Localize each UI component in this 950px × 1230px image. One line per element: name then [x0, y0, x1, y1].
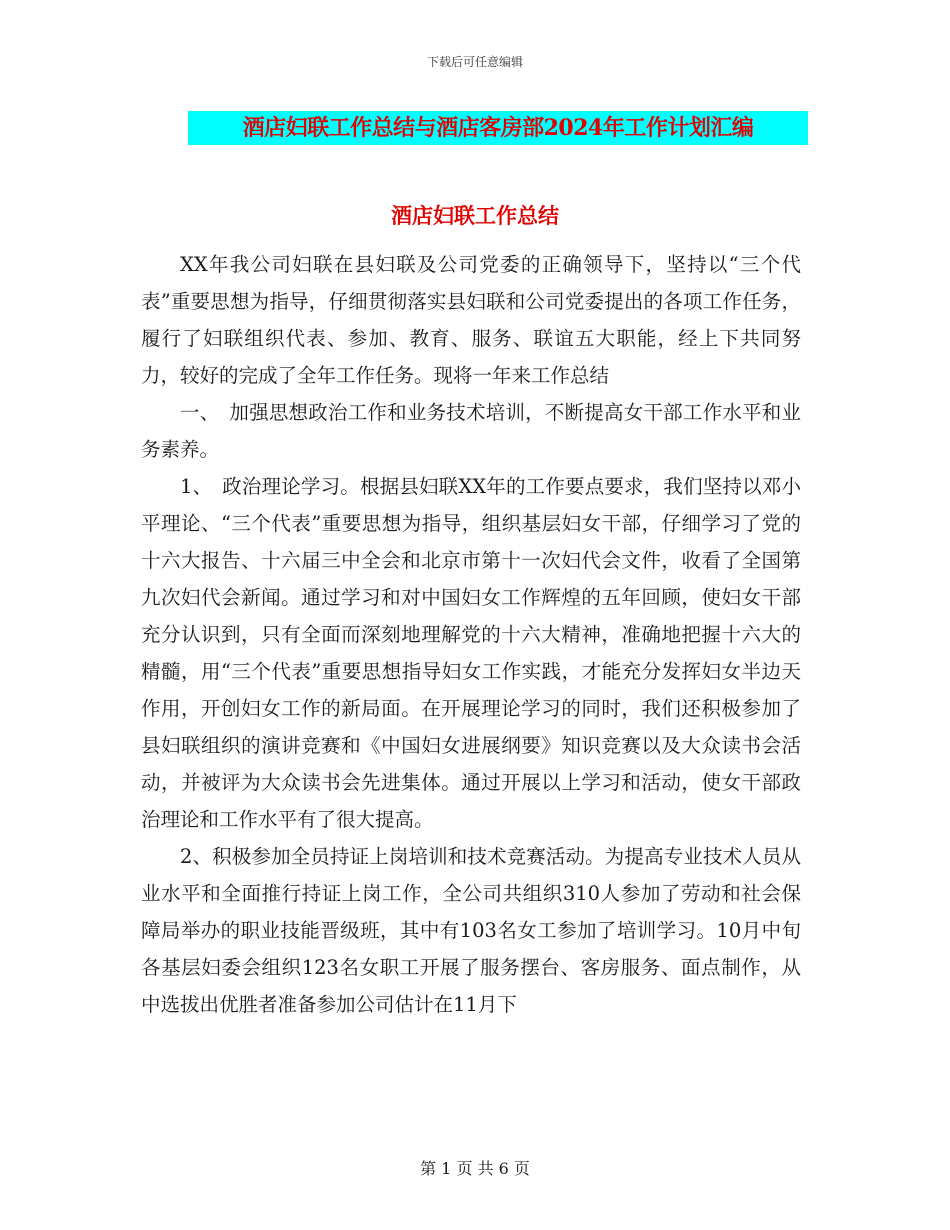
paragraph-item-two: 2、积极参加全员持证上岗培训和技术竞赛活动。为提高专业技术人员从业水平和全面推行持证上岗工作，全公司共组织310人参加了劳动和社会保障局举办的职业技能晋级班，其中有103名女工参加了培训学习。10月中旬各基层妇委会组织123名女职工开展了服务摆台、客房服务、面点制作，从中选拔出优胜者准备参加公司估计在11月下	[141, 845, 801, 1016]
main-title: 酒店妇联工作总结与酒店客房部2024年工作计划汇编	[242, 115, 754, 141]
header-note: 下载后可任意编辑	[426, 55, 523, 69]
paragraph-heading-one: 一、 加强思想政治工作和业务技术培训，不断提高女干部工作水平和业务素养。	[141, 401, 801, 461]
paragraph-item-one: 1、 政治理论学习。根据县妇联XX年的工作要点要求，我们坚持以邓小平理论、“三个代表”重要思想为指导，组织基层妇女干部，仔细学习了党的十六大报告、十六届三中全会和北京市第十一次妇代会文件，收看了全国第九次妇代会新闻。通过学习和对中国妇女工作辉煌的五年回顾，使妇女干部充分认识到，只有全面而深刻地理解党的十六大精神，准确地把握十六大的精髓，用“三个代表”重要思想指导妇女工作实践，才能充分发挥妇女半边天作用，开创妇女工作的新局面。在开展理论学习的同时，我们还积极参加了县妇联组织的演讲竞赛和《中国妇女进展纲要》知识竞赛以及大众读书会活动，并被评为大众读书会先进集体。通过开展以上学习和活动，使女干部政治理论和工作水平有了很大提高。	[141, 475, 801, 831]
paragraph-intro: XX年我公司妇联在县妇联及公司党委的正确领导下，坚持以“三个代表”重要思想为指导，仔细贯彻落实县妇联和公司党委提出的各项工作任务，履行了妇联组织代表、参加、教育、服务、联谊五大职能，经上下共同努力，较好的完成了全年工作任务。现将一年来工作总结	[141, 253, 801, 387]
section-title: 酒店妇联工作总结	[391, 203, 559, 228]
page-footer: 第 1 页 共 6 页	[420, 1159, 530, 1178]
document-body	[141, 246, 801, 1023]
main-title-highlight	[188, 111, 808, 145]
